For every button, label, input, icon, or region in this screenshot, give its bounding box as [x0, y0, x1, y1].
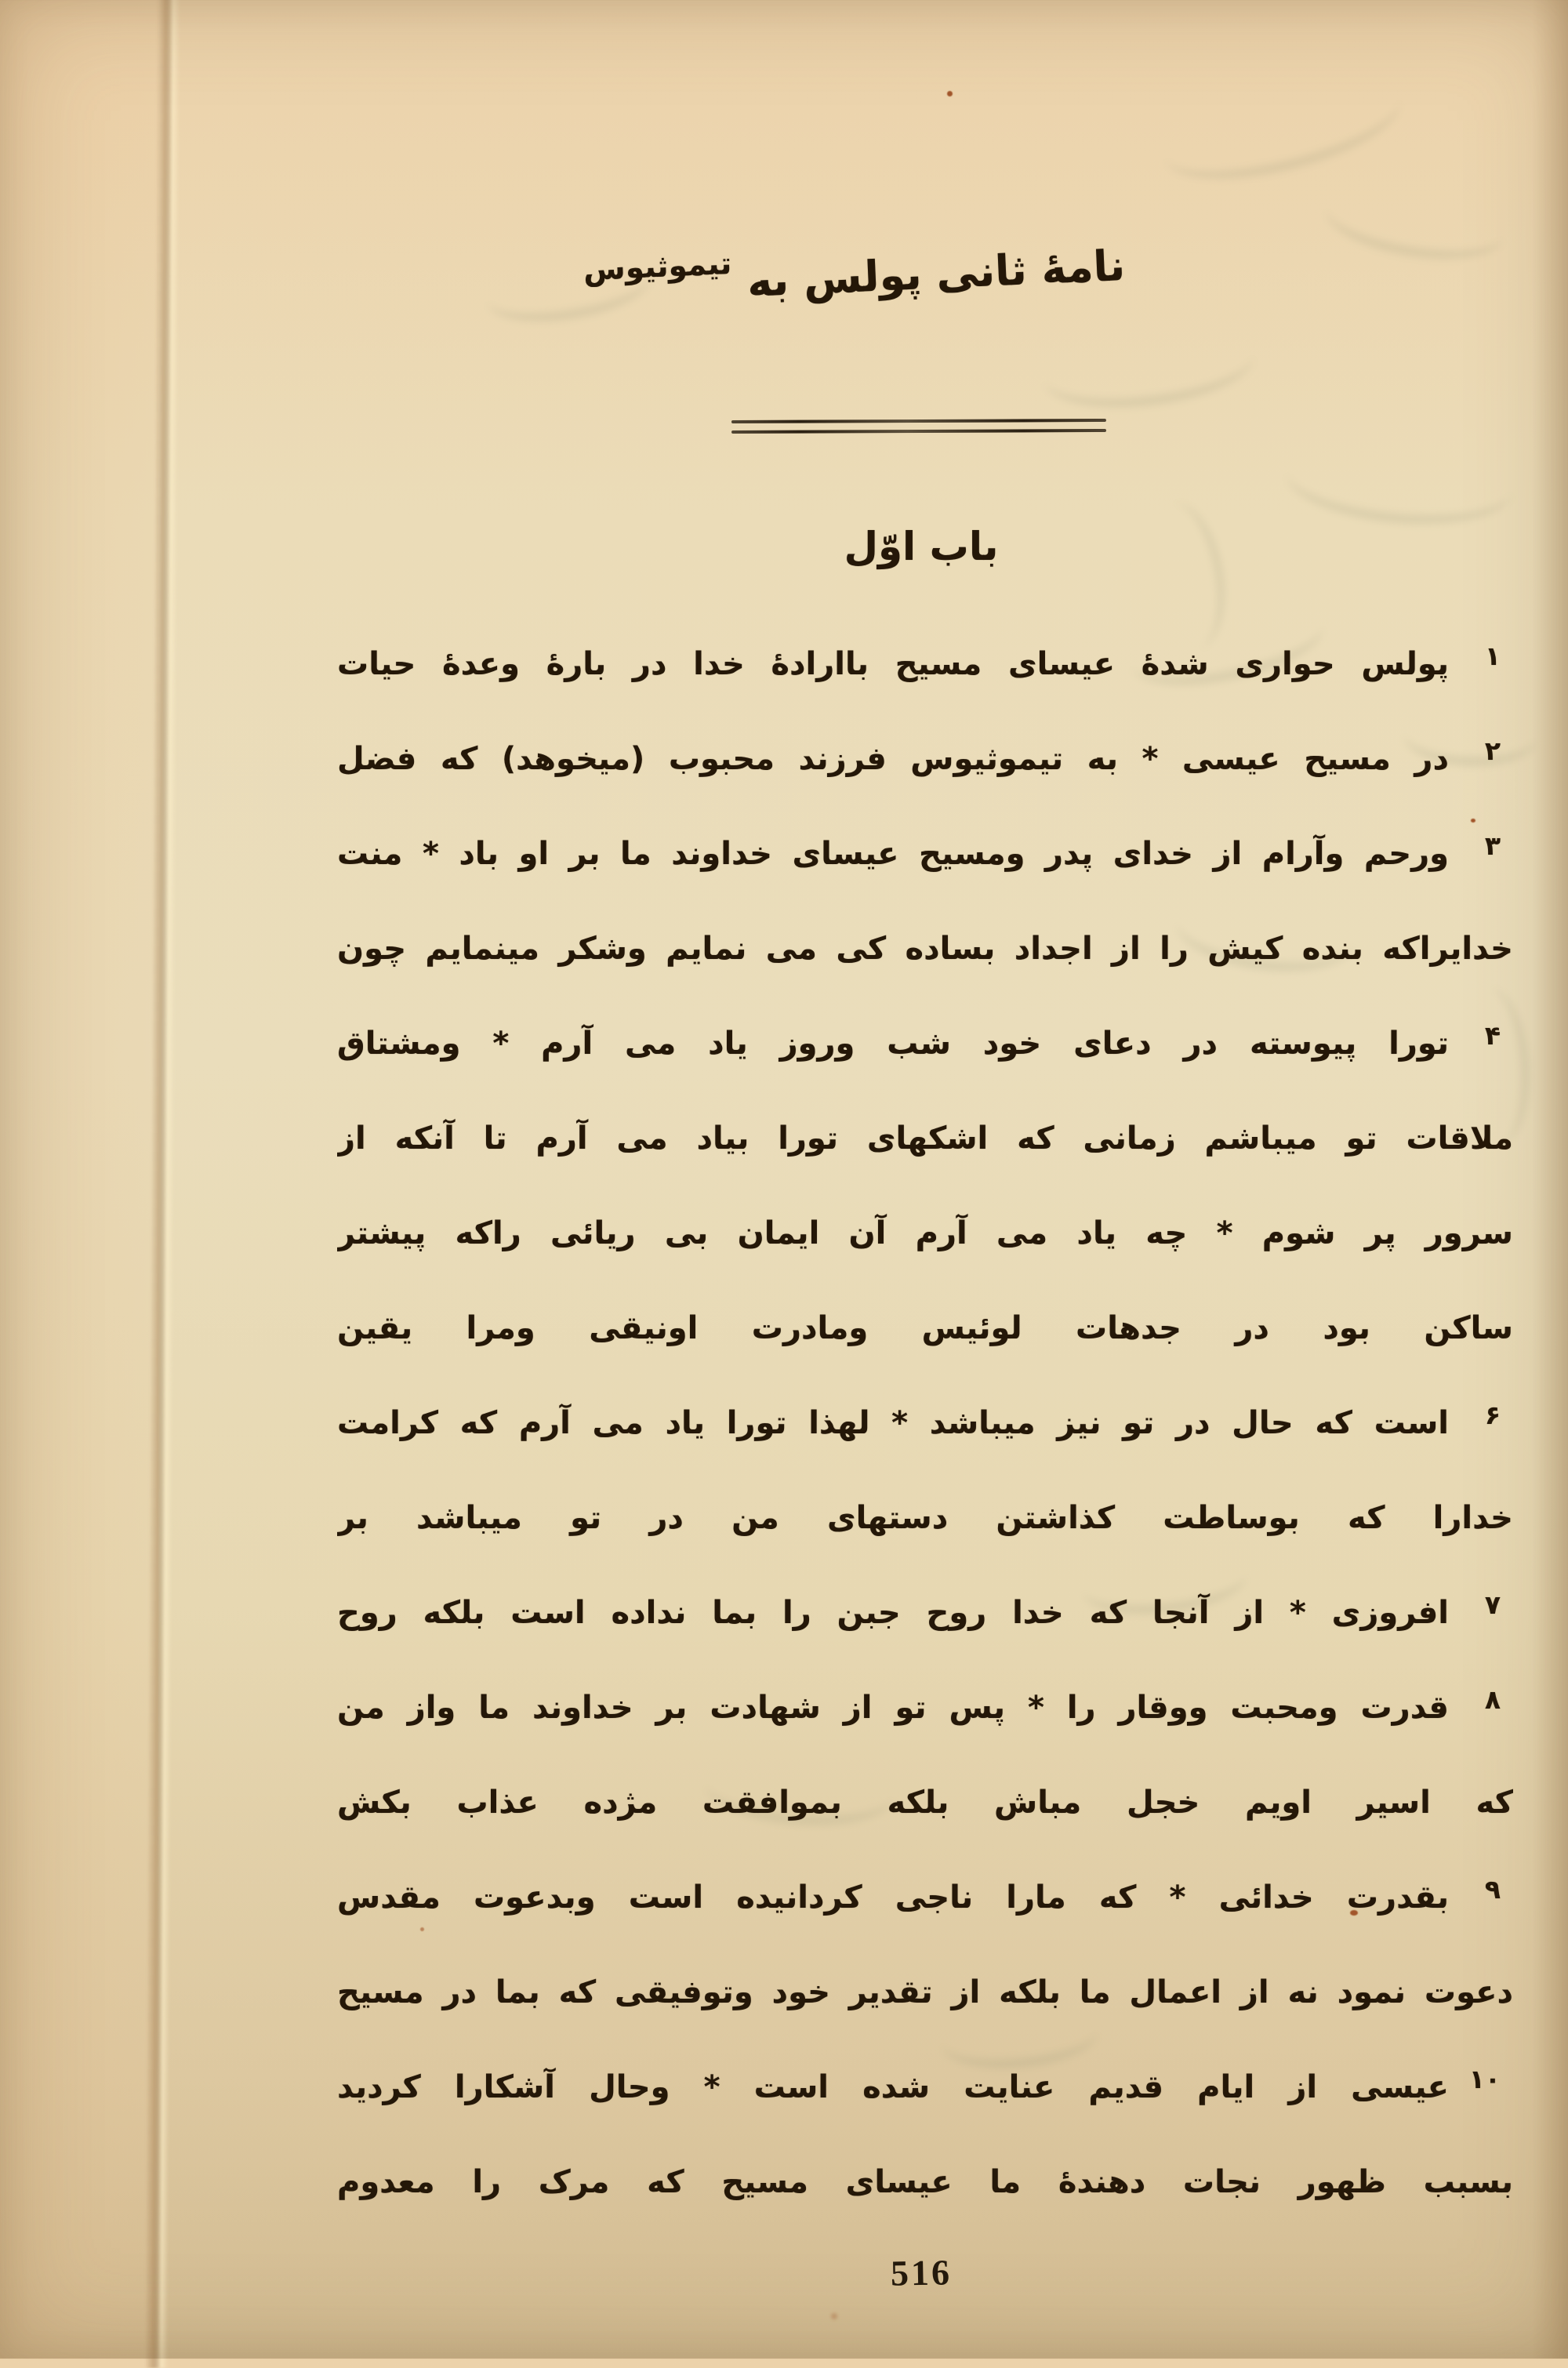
text-line	[337, 901, 1513, 996]
foxing-speck	[947, 91, 953, 96]
ink-bleed-mark	[1039, 317, 1258, 418]
verse-line-text: قدرت ومحبت ووقار را * پس تو از شهادت بر خداوند ما واز من	[337, 1689, 1449, 1726]
verse-number-marker: ۴	[1484, 1020, 1501, 1051]
text-line	[337, 1755, 1513, 1850]
double-rule	[731, 419, 1106, 441]
facing-page-fragments	[0, 0, 93, 2359]
verse-line-text: که اسیر اویم خجل مباش بلکه بموافقت مژده عذاب بکش	[337, 1784, 1513, 1821]
page-title-main: نامهٔ ثانی پولس به	[746, 240, 1127, 307]
page-title	[485, 237, 1224, 318]
verse-line-text: است که حال در تو نیز میباشد * لهذا تورا یاد می آرم که کرامت	[337, 1404, 1449, 1441]
verse-number-marker: ۸	[1484, 1684, 1501, 1715]
verse-number-marker: ۱	[1484, 641, 1501, 671]
text-line	[337, 1091, 1513, 1186]
ink-bleed-mark	[1321, 175, 1510, 271]
verse-line-text: بسبب ظهور نجات دهندهٔ ما عیسای مسیح که مرک را معدوم	[337, 2163, 1513, 2200]
verse-line-text: تورا پیوسته در دعای خود شب وروز یاد می آرم * ومشتاق	[337, 1025, 1449, 1062]
text-line	[337, 1660, 1513, 1755]
verse-line-text: ملاقات تو میباشم زمانی که اشکهای تورا بیاد می آرم تا آنکه از	[337, 1120, 1513, 1157]
verse-line-text: ورحم وآرام از خدای پدر ومسیح عیسای خداوند ما بر او باد * منت	[337, 835, 1449, 872]
text-line	[337, 1186, 1513, 1280]
page-right-edge-shadow	[1532, 0, 1568, 2359]
verse-number-marker: ۳	[1484, 830, 1501, 861]
chapter-heading: باب اوّل	[844, 524, 999, 569]
verse-number-marker: ۲	[1484, 735, 1501, 766]
verse-number-marker: ۶	[1484, 1400, 1501, 1430]
text-line	[337, 1470, 1513, 1565]
verse-number-marker: ۷	[1484, 1589, 1501, 1620]
verse-line-text: خدایراکه بنده کیش را از اجداد بساده کی می نمایم وشکر مینمایم چون	[337, 930, 1513, 967]
verse-line-text: عیسی از ایام قدیم عنایت شده است * وحال آشکارا کردید	[337, 2068, 1449, 2105]
verse-line-text: دعوت نمود نه از اعمال ما بلکه از تقدیر خود وتوفیقی که بما در مسیح	[337, 1974, 1513, 2010]
text-line	[337, 2134, 1513, 2229]
ink-bleed-mark	[1154, 58, 1410, 198]
verse-line-text: ساکن بود در جدهات لوئیس ومادرت اونیقی ومرا یقین	[337, 1309, 1513, 1346]
verse-number-marker: ۱۰	[1468, 2064, 1501, 2094]
verse-text-block	[337, 616, 1513, 2229]
verse-line-text: در مسیح عیسی * به تیموثیوس فرزند محبوب (میخوهد) که فضل	[337, 740, 1449, 777]
text-line	[337, 806, 1513, 901]
text-line	[337, 2039, 1513, 2134]
page-title-raised-word: تیموثیوس	[583, 245, 733, 289]
page-number: 516	[890, 2252, 953, 2294]
verse-line-text: افروزی * از آنجا که خدا روح جبن را بما نداده است بلکه روح	[337, 1594, 1449, 1631]
ink-bleed-mark	[1283, 430, 1516, 533]
verse-line-text: خدارا که بوساطت کذاشتن دستهای من در تو میباشد بر	[337, 1499, 1513, 1536]
text-line	[337, 1945, 1513, 2039]
verse-line-text: پولس حواری شدهٔ عیسای مسیح باارادهٔ خدا در بارهٔ وعدهٔ حیات	[337, 645, 1449, 682]
verse-line-text: سرور پر شوم * چه یاد می آرم آن ایمان بی ریائی راکه پیشتر	[337, 1215, 1513, 1251]
verse-number-marker: ۹	[1484, 1874, 1501, 1905]
text-line	[337, 1850, 1513, 1945]
rule-line	[731, 429, 1106, 434]
text-line	[337, 996, 1513, 1091]
text-line	[337, 1565, 1513, 1660]
text-line	[337, 1375, 1513, 1470]
text-line	[337, 711, 1513, 806]
verse-line-text: بقدرت خدائی * که مارا ناجی کردانیده است وبدعوت مقدس	[337, 1879, 1449, 1916]
foxing-speck	[831, 2313, 837, 2319]
rule-line	[731, 419, 1106, 423]
text-line	[337, 1280, 1513, 1375]
text-line	[337, 616, 1513, 711]
